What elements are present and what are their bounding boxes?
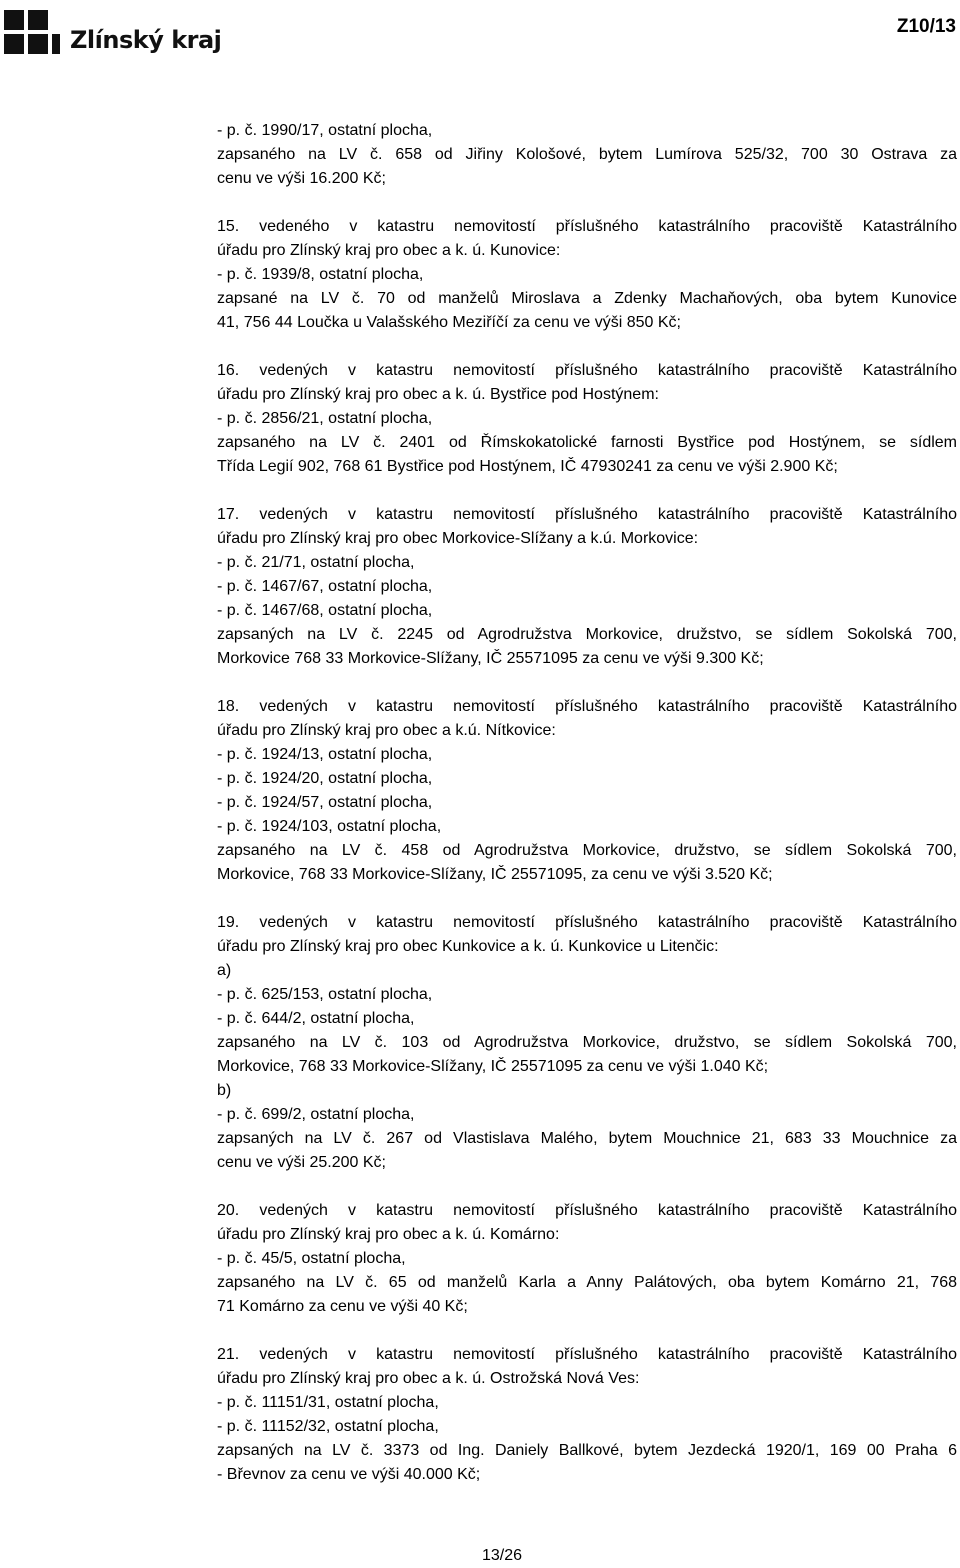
text-line: 16. vedených v katastru nemovitostí příslušného katastrálního pracoviště Katastrálního (217, 362, 957, 379)
text-line: 17. vedených v katastru nemovitostí příslušného katastrálního pracoviště Katastrálního (217, 506, 957, 523)
zlinsky-kraj-logo (0, 8, 222, 54)
text-line: zapsaných na LV č. 3373 od Ing. Daniely Ballkové, bytem Jezdecká 1920/1, 169 00 Praha 6 (217, 1442, 957, 1459)
text-line: - Břevnov za cenu ve výši 40.000 Kč; (217, 1466, 481, 1483)
text-line: - p. č. 625/153, ostatní plocha, (217, 986, 433, 1003)
text-line: zapsaného na LV č. 2401 od Římskokatolické farnosti Bystřice pod Hostýnem, se sídlem (217, 434, 957, 451)
paragraph (217, 911, 957, 1175)
paragraph (217, 1343, 957, 1487)
text-line: zapsaných na LV č. 267 od Vlastislava Malého, bytem Mouchnice 21, 683 33 Mouchnice za (217, 1130, 957, 1147)
text-line: Morkovice, 768 33 Morkovice-Slížany, IČ 25571095, za cenu ve výši 3.520 Kč; (217, 866, 773, 883)
page-footer (0, 1547, 960, 1565)
text-line: 18. vedených v katastru nemovitostí příslušného katastrálního pracoviště Katastrálního (217, 698, 957, 715)
paragraph (217, 695, 957, 887)
text-line: - p. č. 45/5, ostatní plocha, (217, 1250, 406, 1267)
paragraph (217, 359, 957, 479)
text-line: - p. č. 1924/20, ostatní plocha, (217, 770, 433, 787)
text-line: zapsané na LV č. 70 od manželů Miroslava a Zdenky Machaňových, oba bytem Kunovice (217, 290, 957, 307)
text-line: a) (217, 962, 232, 979)
paragraph (217, 119, 957, 191)
text-line: úřadu pro Zlínský kraj pro obec a k. ú. Kunovice: (217, 242, 561, 259)
text-line: 71 Komárno za cenu ve výši 40 Kč; (217, 1298, 468, 1315)
text-line: 20. vedených v katastru nemovitostí příslušného katastrálního pracoviště Katastrálního (217, 1202, 957, 1219)
text-line: úřadu pro Zlínský kraj pro obec a k. ú. Ostrožská Nová Ves: (217, 1370, 640, 1387)
document-body (217, 119, 957, 1511)
logo-text: Zlínský kraj (70, 26, 222, 54)
paragraph (217, 1199, 957, 1319)
text-line: 41, 756 44 Loučka u Valašského Meziříčí za cenu ve výši 850 Kč; (217, 314, 681, 331)
text-line: úřadu pro Zlínský kraj pro obec Morkovice-Slížany a k.ú. Morkovice: (217, 530, 699, 547)
text-line: 15. vedeného v katastru nemovitostí příslušného katastrálního pracoviště Katastrálního (217, 218, 957, 235)
text-line: úřadu pro Zlínský kraj pro obec Kunkovice a k. ú. Kunkovice u Litenčic: (217, 938, 719, 955)
text-line: cenu ve výši 16.200 Kč; (217, 170, 386, 187)
text-line: zapsaného na LV č. 658 od Jiřiny Kološové, bytem Lumírova 525/32, 700 30 Ostrava za (217, 146, 957, 163)
text-line: zapsaného na LV č. 458 od Agrodružstva Morkovice, družstvo, se sídlem Sokolská 700, (217, 842, 957, 859)
text-line: 21. vedených v katastru nemovitostí příslušného katastrálního pracoviště Katastrálního (217, 1346, 957, 1363)
text-line: - p. č. 1924/103, ostatní plocha, (217, 818, 442, 835)
text-line: Morkovice 768 33 Morkovice-Slížany, IČ 25571095 za cenu ve výši 9.300 Kč; (217, 650, 764, 667)
text-line: - p. č. 1939/8, ostatní plocha, (217, 266, 424, 283)
text-line: úřadu pro Zlínský kraj pro obec a k. ú. Komárno: (217, 1226, 560, 1243)
text-line: - p. č. 2856/21, ostatní plocha, (217, 410, 433, 427)
text-line: 19. vedených v katastru nemovitostí příslušného katastrálního pracoviště Katastrálního (217, 914, 957, 931)
text-line: - p. č. 11152/32, ostatní plocha, (217, 1418, 439, 1435)
page-number: 13/26 (481, 1547, 523, 1564)
text-line: Třída Legií 902, 768 61 Bystřice pod Hostýnem, IČ 47930241 za cenu ve výši 2.900 Kč; (217, 458, 838, 475)
text-line: úřadu pro Zlínský kraj pro obec a k.ú. Nítkovice: (217, 722, 556, 739)
text-line: - p. č. 1924/13, ostatní plocha, (217, 746, 433, 763)
text-line: zapsaného na LV č. 65 od manželů Karla a Anny Palátových, oba bytem Komárno 21, 768 (217, 1274, 957, 1291)
text-line: - p. č. 644/2, ostatní plocha, (217, 1010, 415, 1027)
text-line: - p. č. 1990/17, ostatní plocha, (217, 122, 433, 139)
logo-squares-icon (4, 10, 60, 56)
paragraph (217, 215, 957, 335)
text-line: b) (217, 1082, 232, 1099)
text-line: - p. č. 21/71, ostatní plocha, (217, 554, 415, 571)
text-line: - p. č. 1467/67, ostatní plocha, (217, 578, 433, 595)
text-line: - p. č. 1924/57, ostatní plocha, (217, 794, 433, 811)
page-code: Z10/13 (896, 16, 956, 37)
text-line: cenu ve výši 25.200 Kč; (217, 1154, 386, 1171)
paragraph (217, 503, 957, 671)
text-line: zapsaného na LV č. 103 od Agrodružstva Morkovice, družstvo, se sídlem Sokolská 700, (217, 1034, 957, 1051)
text-line: - p. č. 1467/68, ostatní plocha, (217, 602, 433, 619)
text-line: úřadu pro Zlínský kraj pro obec a k. ú. Bystřice pod Hostýnem: (217, 386, 659, 403)
text-line: Morkovice, 768 33 Morkovice-Slížany, IČ 25571095 za cenu ve výši 1.040 Kč; (217, 1058, 769, 1075)
text-line: zapsaných na LV č. 2245 od Agrodružstva Morkovice, družstvo, se sídlem Sokolská 700, (217, 626, 957, 643)
text-line: - p. č. 11151/31, ostatní plocha, (217, 1394, 439, 1411)
text-line: - p. č. 699/2, ostatní plocha, (217, 1106, 415, 1123)
